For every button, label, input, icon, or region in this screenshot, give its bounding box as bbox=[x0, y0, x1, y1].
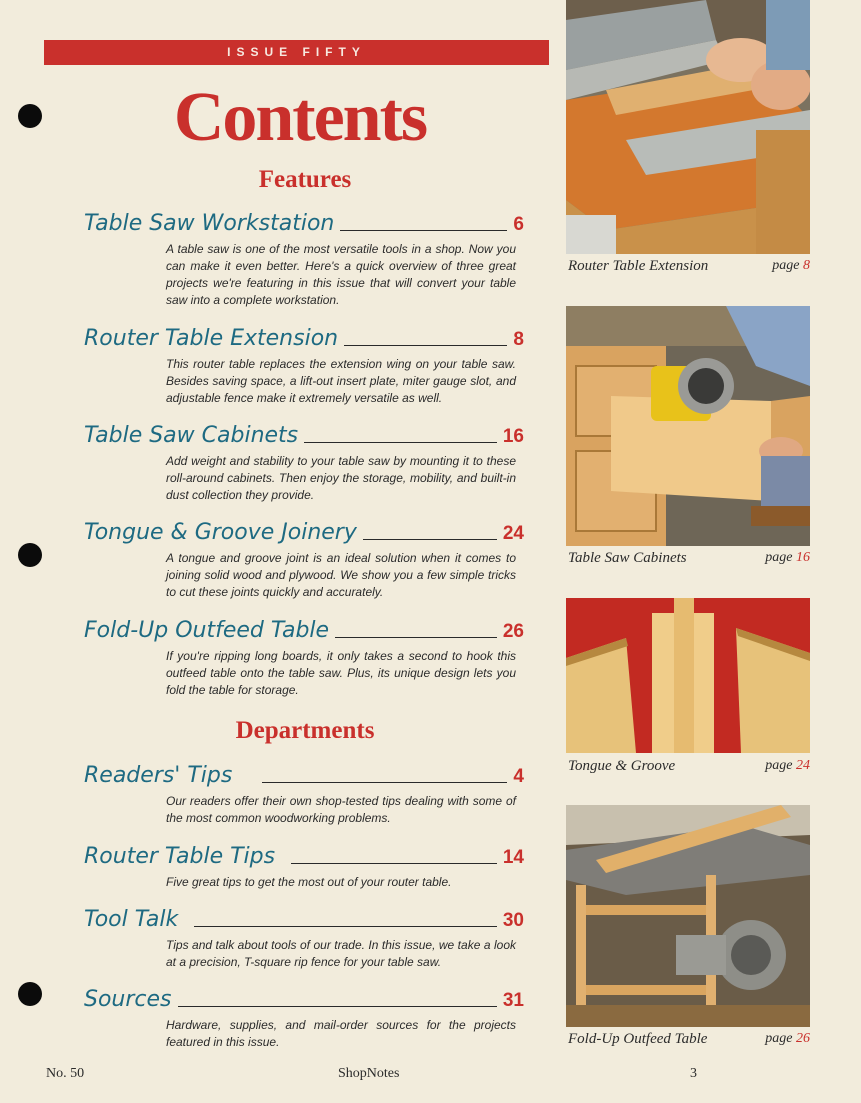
entry-page-number: 6 bbox=[513, 214, 524, 235]
entry-page-number: 31 bbox=[502, 990, 524, 1011]
feature-entry-table-saw-cabinets[interactable] bbox=[84, 418, 524, 504]
entry-description: A table saw is one of the most versatile tools in a shop. Now you can make it even better. Here's a quick overview of three great projects we're featuring in this issue that will convert your table saw into a complete workstation. bbox=[166, 242, 516, 307]
caption-page-label: page bbox=[765, 758, 793, 773]
entry-page-number: 26 bbox=[502, 621, 524, 642]
leader-line bbox=[304, 442, 497, 443]
photo-router-table-extension bbox=[566, 0, 810, 254]
binder-hole-middle bbox=[18, 543, 42, 567]
leader-line bbox=[262, 782, 507, 783]
photo-tongue-groove bbox=[566, 598, 810, 753]
entry-page-number: 30 bbox=[502, 910, 524, 931]
leader-line bbox=[363, 539, 497, 540]
department-entry-readers-tips[interactable] bbox=[84, 758, 524, 827]
photo-caption-table-saw-cabinets bbox=[568, 550, 810, 567]
entry-description: Hardware, supplies, and mail-order sources for the projects featured in this issue. bbox=[166, 1018, 516, 1049]
leader-line bbox=[291, 863, 497, 864]
caption-page-label: page bbox=[765, 1031, 793, 1046]
caption-text: Tongue & Groove bbox=[568, 758, 676, 774]
caption-page-number: 24 bbox=[796, 758, 810, 773]
caption-page bbox=[765, 758, 810, 774]
caption-page bbox=[772, 258, 810, 274]
department-entry-sources[interactable] bbox=[84, 982, 524, 1051]
entry-title: Router Table Tips bbox=[84, 844, 276, 869]
leader-line bbox=[344, 345, 507, 346]
entry-description: This router table replaces the extension wing on your table saw. Besides saving space, a lift-out insert plate, miter gauge slot, and adjustable fence make it extremely versatile as well. bbox=[166, 357, 516, 405]
feature-entry-fold-up-outfeed-table[interactable] bbox=[84, 613, 524, 699]
entry-description: Tips and talk about tools of our trade. In this issue, we take a look at a precision, T-square rip fence for your table saw. bbox=[166, 938, 516, 969]
photo-caption-router-table-extension bbox=[568, 258, 810, 275]
leader-line bbox=[340, 230, 507, 231]
entry-title: Router Table Extension bbox=[84, 326, 339, 351]
entry-page-number: 8 bbox=[513, 329, 524, 350]
entry-description: Our readers offer their own shop-tested tips dealing with some of the most common woodworking problems. bbox=[166, 794, 516, 825]
entry-description: A tongue and groove joint is an ideal solution when it comes to joining solid wood and plywood. We show you a few simple tricks to cut these joints quickly and accurately. bbox=[166, 551, 516, 599]
caption-text: Router Table Extension bbox=[568, 258, 709, 274]
entry-title: Sources bbox=[84, 987, 172, 1012]
photo-fold-up-outfeed-table bbox=[566, 805, 810, 1027]
entry-description: If you're ripping long boards, it only takes a second to hook this outfeed table onto the table saw. Plus, its unique design lets you fold the table for storage. bbox=[166, 649, 516, 697]
caption-page-number: 8 bbox=[803, 258, 810, 273]
feature-entry-router-table-extension[interactable] bbox=[84, 321, 524, 407]
department-entry-router-table-tips[interactable] bbox=[84, 839, 524, 891]
caption-text: Fold-Up Outfeed Table bbox=[568, 1031, 708, 1047]
entry-title: Tool Talk bbox=[84, 907, 179, 932]
footer-magazine-name: ShopNotes bbox=[338, 1066, 400, 1081]
binder-hole-bottom bbox=[18, 982, 42, 1006]
feature-entry-tongue-groove-joinery[interactable] bbox=[84, 515, 524, 601]
entry-description: Five great tips to get the most out of your router table. bbox=[166, 875, 452, 889]
entry-title: Tongue & Groove Joinery bbox=[84, 520, 357, 545]
entry-title: Fold-Up Outfeed Table bbox=[84, 618, 330, 643]
departments-heading: Departments bbox=[235, 717, 375, 744]
leader-line bbox=[194, 926, 497, 927]
entry-page-number: 24 bbox=[502, 523, 524, 544]
issue-banner: ISSUE FIFTY bbox=[44, 40, 549, 65]
entry-page-number: 4 bbox=[513, 766, 524, 787]
entry-title: Table Saw Cabinets bbox=[84, 423, 299, 448]
leader-line bbox=[335, 637, 497, 638]
footer-issue-number: No. 50 bbox=[46, 1066, 85, 1081]
caption-page-number: 26 bbox=[796, 1031, 810, 1046]
feature-entry-table-saw-workstation[interactable] bbox=[84, 206, 524, 309]
caption-page-label: page bbox=[772, 258, 800, 273]
photo-table-saw-cabinets bbox=[566, 306, 810, 546]
photo-caption-tongue-groove bbox=[568, 758, 810, 775]
entry-page-number: 16 bbox=[502, 426, 524, 447]
footer-page-number: 3 bbox=[690, 1066, 697, 1081]
leader-line bbox=[178, 1006, 497, 1007]
features-heading: Features bbox=[258, 166, 352, 193]
caption-page-number: 16 bbox=[796, 550, 810, 565]
entry-page-number: 14 bbox=[502, 847, 524, 868]
department-entry-tool-talk[interactable] bbox=[84, 902, 524, 971]
entry-description: Add weight and stability to your table saw by mounting it to these roll-around cabinets. Then enjoy the storage, mobility, and built-in dust collection they provide. bbox=[166, 454, 516, 502]
page-title: Contents bbox=[173, 79, 427, 156]
caption-page bbox=[765, 550, 810, 566]
caption-page bbox=[765, 1031, 810, 1047]
entry-title: Table Saw Workstation bbox=[84, 211, 335, 236]
photo-caption-fold-up-outfeed-table bbox=[568, 1031, 810, 1048]
binder-hole-top bbox=[18, 104, 42, 128]
entry-title: Readers' Tips bbox=[84, 763, 233, 788]
caption-page-label: page bbox=[765, 550, 793, 565]
caption-text: Table Saw Cabinets bbox=[568, 550, 687, 566]
